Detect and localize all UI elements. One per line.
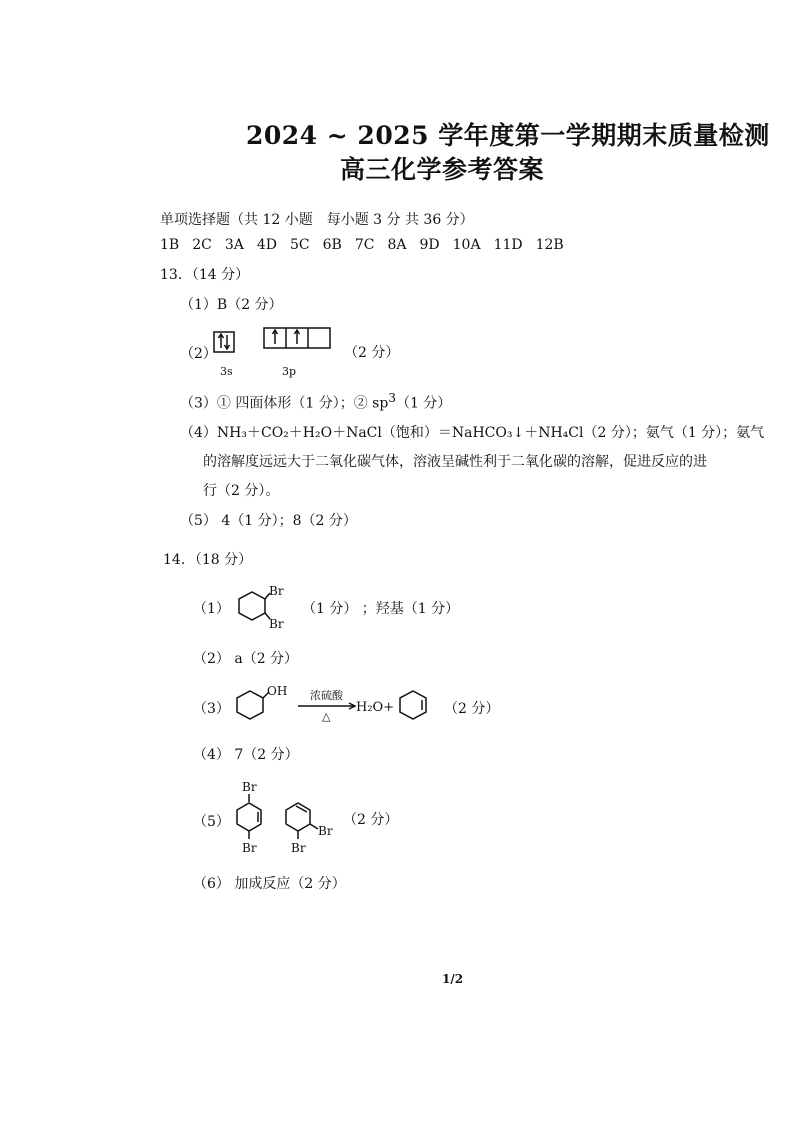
page-number: 1/2	[442, 972, 464, 986]
page-title: 2024 ~ 2025 学年度第一学期期末质量检测	[246, 121, 770, 150]
answer-item: 10A	[452, 237, 481, 253]
reaction-condition: 浓硫酸	[310, 689, 343, 702]
hydroxyl-label: OH	[267, 684, 288, 698]
answer-item: 2C	[192, 237, 212, 253]
q13-part1: （1）B（2 分）	[180, 297, 283, 313]
q14-header: 14．（18 分）	[163, 552, 253, 568]
orbital-label-3p: 3p	[282, 365, 297, 378]
q13-part2-label: （2）	[180, 346, 217, 362]
water-product: H₂O+	[356, 700, 395, 715]
q13-part4-line1: （4）NH₃＋CO₂＋H₂O＋NaCl（饱和）＝NaHCO₃↓＋NH₄Cl（2 分）；氨气（1 分）；氨气	[180, 425, 765, 441]
q13-part4-line2: 的溶解度远远大于二氧化碳气体，溶液呈碱性利于二氧化碳的溶解，促进反应的进	[203, 454, 707, 470]
q13-part3-superscript: 3	[388, 391, 396, 405]
q14-part5-label: （5）	[193, 814, 230, 830]
q14-part3-label: （3）	[193, 701, 230, 717]
bromine-label: Br	[318, 824, 333, 838]
q14-part3-score: （2 分）	[444, 701, 500, 717]
dehydration-reaction	[230, 679, 460, 729]
q13-part3-score: （1 分）	[395, 395, 452, 412]
answer-item: 3A	[224, 237, 244, 253]
answer-list	[160, 237, 564, 253]
answer-item: 12B	[535, 237, 564, 253]
bromine-label: Br	[269, 584, 284, 598]
answer-item: 7C	[354, 237, 375, 253]
bromine-label: Br	[242, 841, 257, 855]
q13-part5: （5） 4（1 分）；8（2 分）	[180, 513, 357, 529]
bromine-label: Br	[242, 780, 257, 794]
answer-item: 4D	[256, 237, 277, 253]
q13-part3	[180, 391, 451, 413]
section-heading: 单项选择题（共 12 小题 每小题 3 分 共 36 分）	[160, 212, 474, 228]
cyclohexane-ring	[239, 592, 265, 620]
orbital-box-3s	[214, 332, 234, 352]
q13-header: 13．（14 分）	[160, 267, 250, 283]
answer-item: 9D	[419, 237, 440, 253]
page-subtitle: 高三化学参考答案	[340, 155, 545, 184]
q13-part4-line3: 行（2 分）。	[203, 483, 280, 499]
dibromocyclohexene-structures	[230, 777, 350, 857]
orbital-label-3s: 3s	[220, 365, 233, 378]
dibromocyclohexane-structure	[230, 583, 300, 633]
q13-part3-text: （3）① 四面体形（1 分）；② sp	[180, 395, 389, 412]
q14-part5-score: （2 分）	[343, 812, 399, 828]
cyclohexanol-ring	[237, 691, 263, 719]
answer-item: 11D	[493, 237, 523, 253]
answer-item: 8A	[387, 237, 407, 253]
q14-part2: （2） a（2 分）	[193, 651, 299, 667]
q14-part6: （6） 加成反应（2 分）	[193, 876, 346, 892]
heat-symbol: △	[322, 710, 331, 723]
bromine-label: Br	[291, 841, 306, 855]
q14-part1-text: （1 分） ；羟基（1 分）	[302, 601, 460, 617]
q14-part4: （4） 7（2 分）	[193, 747, 299, 763]
answer-item: 5C	[290, 237, 310, 253]
orbital-diagram	[210, 326, 340, 382]
q13-part2-score: （2 分）	[344, 345, 400, 361]
answer-item: 1B	[160, 237, 180, 253]
q14-part1-label: （1）	[193, 601, 230, 617]
answer-item: 6B	[322, 237, 342, 253]
bromine-label: Br	[269, 617, 284, 631]
